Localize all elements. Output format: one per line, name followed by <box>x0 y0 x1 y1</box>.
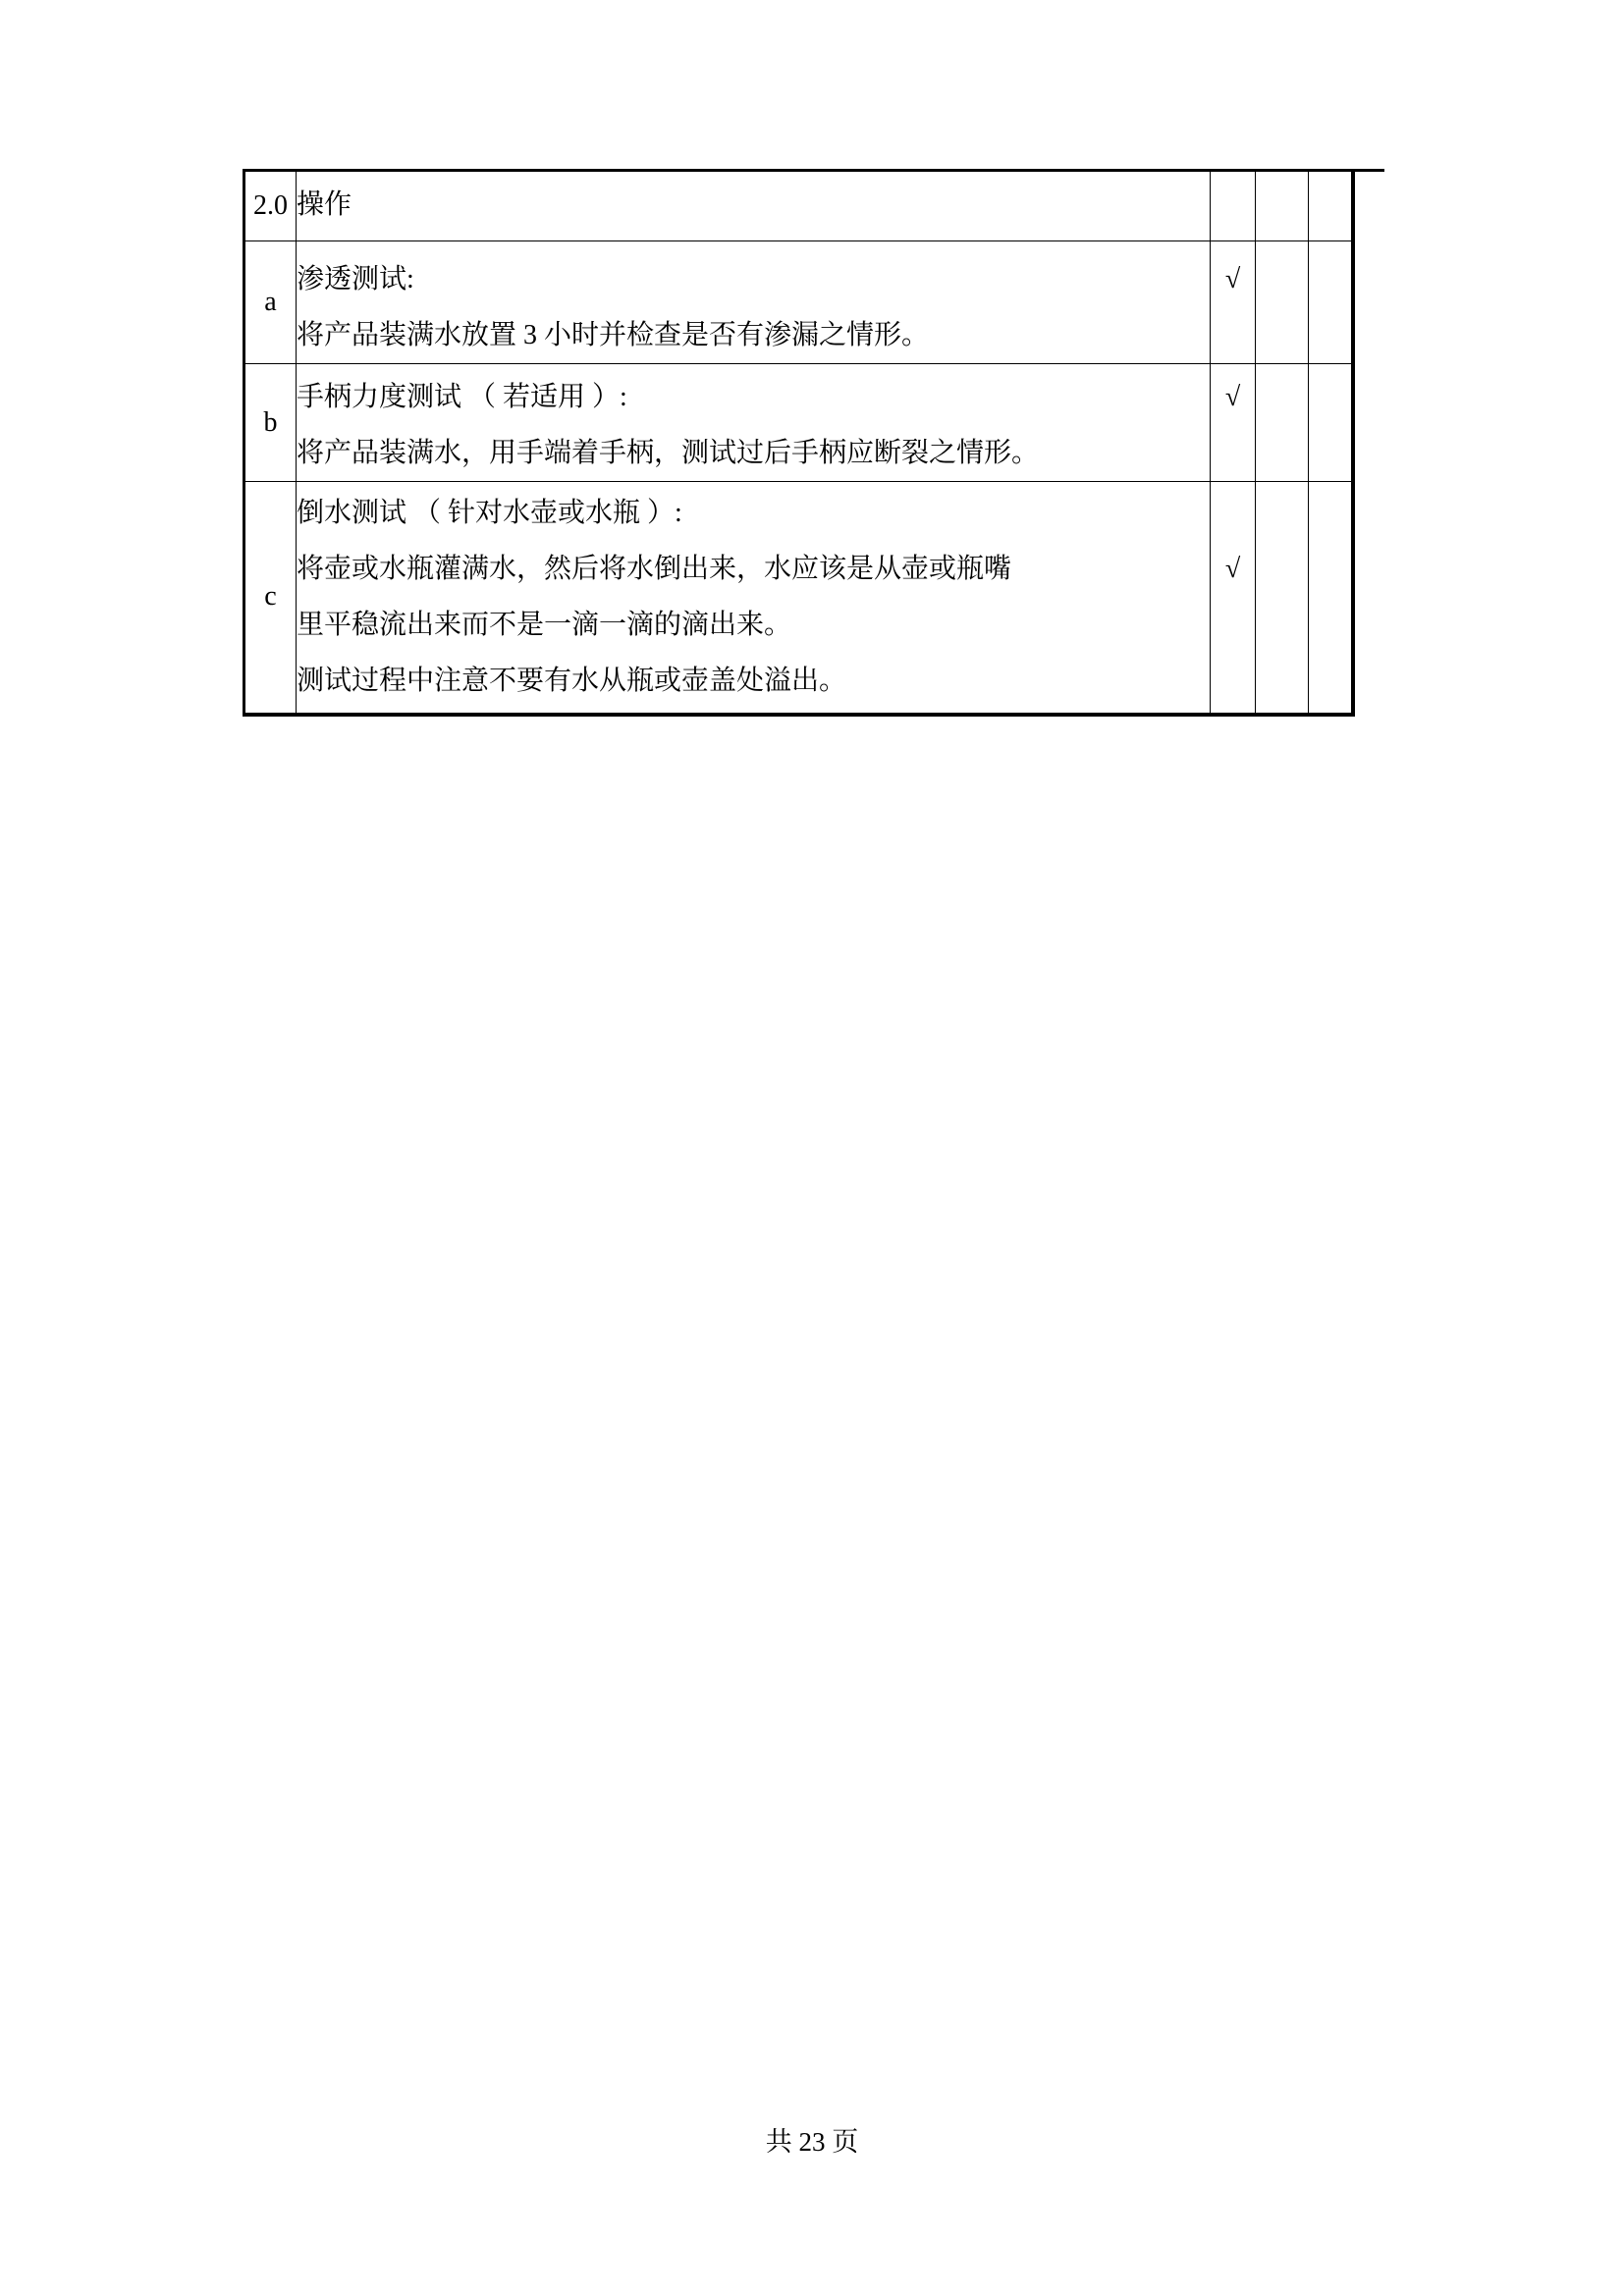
description-line: 里平稳流出来而不是一滴一滴的滴出来。 <box>297 610 792 640</box>
table-row-item-b <box>244 364 1353 482</box>
check-cell-2 <box>1256 241 1309 364</box>
check-cell-pass <box>1211 171 1256 241</box>
check-cell-3 <box>1309 364 1353 482</box>
table-row-item-a <box>244 241 1353 364</box>
check-cell-3 <box>1309 171 1353 241</box>
table-row-item-c <box>244 482 1353 715</box>
table-row-section-2-0 <box>244 171 1353 241</box>
description-line: 倒水测试 （ 针对水壶或水瓶 ）: <box>297 498 682 528</box>
description-line: 渗透测试: <box>297 264 414 294</box>
check-cell-2 <box>1256 364 1309 482</box>
row-id-cell: a <box>244 241 297 364</box>
description-line: 将产品装满水放置 3 小时并检查是否有渗漏之情形。 <box>297 320 930 350</box>
inspection-checklist-table <box>243 169 1355 717</box>
check-cell-pass: √ <box>1211 364 1256 482</box>
row-id-cell: c <box>244 482 297 715</box>
description-line: 将壶或水瓶灌满水，然后将水倒出来，水应该是从壶或瓶嘴 <box>297 554 1012 584</box>
check-cell-2 <box>1256 482 1309 715</box>
description-cell <box>297 482 1211 715</box>
page-footer: 共 23 页 <box>765 2127 859 2157</box>
check-cell-3 <box>1309 482 1353 715</box>
description-line: 将产品装满水，用手端着手柄，测试过后手柄应断裂之情形。 <box>297 438 1040 468</box>
description-cell <box>297 241 1211 364</box>
description-cell <box>297 171 1211 241</box>
check-cell-pass: √ <box>1211 482 1256 715</box>
check-cell-3 <box>1309 241 1353 364</box>
description-cell <box>297 364 1211 482</box>
check-cell-pass: √ <box>1211 241 1256 364</box>
description-line: 操作 <box>297 189 352 220</box>
description-line: 手柄力度测试 （ 若适用 ）: <box>297 382 627 412</box>
row-id-cell: b <box>244 364 297 482</box>
description-line: 测试过程中注意不要有水从瓶或壶盖处溢出。 <box>297 666 847 696</box>
row-id-cell: 2.0 <box>244 171 297 241</box>
check-cell-2 <box>1256 171 1309 241</box>
